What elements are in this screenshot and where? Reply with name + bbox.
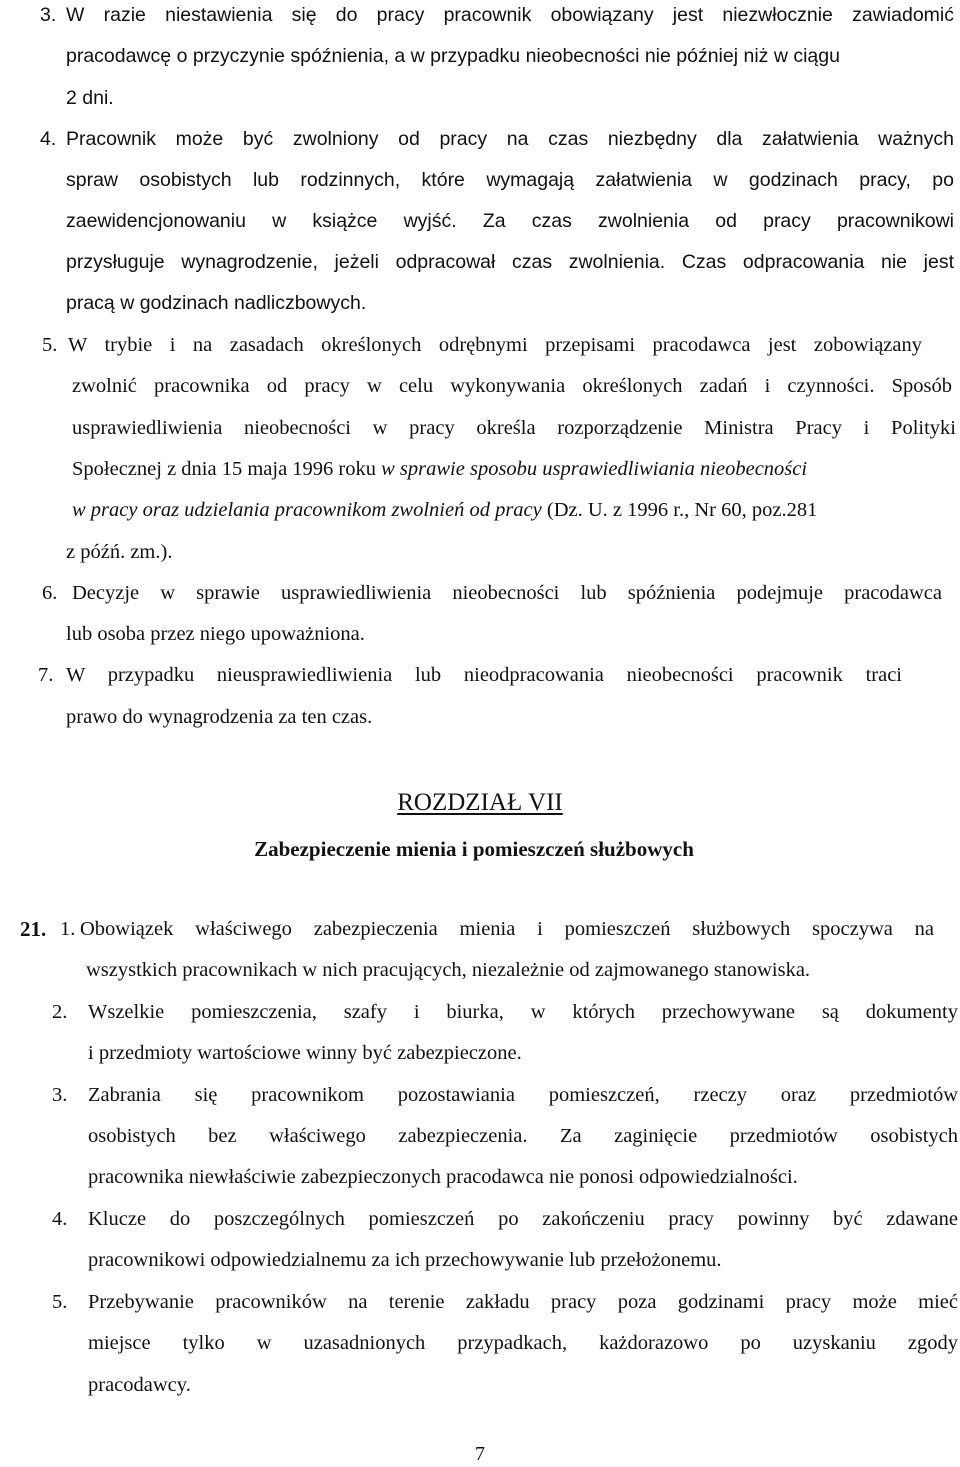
item-text-line: wszystkich pracownikach w nich pracujących, niezależnie od zajmowanego stanowiska.	[86, 959, 811, 981]
item-text-line: w pracy oraz udzielania pracownikom zwolnień od pracy (Dz. U. z 1996 r., Nr 60, poz.281	[72, 499, 818, 521]
item-number: 4.	[52, 1208, 68, 1230]
item-text-line: pracodawcę o przyczynie spóźnienia, a w przypadku nieobecności nie później niż w ciągu	[66, 45, 840, 67]
item-number: 6.	[42, 582, 58, 604]
item-text-line: z późń. zm.).	[66, 541, 173, 563]
item-text-line: prawo do wynagrodzenia za ten czas.	[66, 706, 373, 728]
item-text-line: Klucze do poszczególnych pomieszczeń po zakończeniu pracy powinny być zdawane	[88, 1208, 958, 1230]
item-text-line: pracownikowi odpowiedzialnemu za ich przechowywanie lub przełożonemu.	[88, 1249, 722, 1271]
item-text-line: pracownika niewłaściwie zabezpieczonych pracodawca nie ponosi odpowiedzialności.	[88, 1166, 798, 1188]
item-text-line: miejsce tylko w uzasadnionych przypadkach, każdorazowo po uzyskaniu zgody	[88, 1332, 958, 1354]
item-text-line: spraw osobistych lub rodzinnych, które wymagają załatwienia w godzinach pracy, po	[66, 169, 954, 191]
item-text-line: zwolnić pracownika od pracy w celu wykonywania określonych zadań i czynności. Sposób	[72, 375, 952, 397]
item-text-line: i przedmioty wartościowe winny być zabezpieczone.	[88, 1042, 522, 1064]
item-number: 3.	[40, 4, 57, 26]
item-number: 1.	[60, 918, 76, 940]
item-text-line: Pracownik może być zwolniony od pracy na czas niezbędny dla załatwienia ważnych	[66, 128, 954, 150]
chapter-title: ROZDZIAŁ VII	[397, 789, 563, 816]
regulation-title: w pracy oraz udzielania pracownikom zwolnień od pracy	[72, 499, 542, 521]
item-number: 7.	[38, 664, 54, 686]
item-text-line: Społecznej z dnia 15 maja 1996 roku w sprawie sposobu usprawiedliwiania nieobecności	[72, 458, 808, 480]
item-text-line: W trybie i na zasadach określonych odrębnymi przepisami pracodawca jest zobowiązany	[68, 334, 922, 356]
item-text-line: Decyzje w sprawie usprawiedliwienia nieobecności lub spóźnienia podejmuje pracodawca	[72, 582, 942, 604]
chapter-subtitle: Zabezpieczenie mienia i pomieszczeń służbowych	[254, 837, 694, 861]
item-text-line: pracą w godzinach nadliczbowych.	[66, 292, 367, 314]
item-text-line: Obowiązek właściwego zabezpieczenia mienia i pomieszczeń służbowych spoczywa na	[80, 918, 934, 940]
item-text-line: przysługuje wynagrodzenie, jeżeli odpracował czas zwolnienia. Czas odpracowania nie jest	[66, 251, 954, 273]
item-number: 2.	[52, 1001, 68, 1023]
item-text-line: W razie niestawienia się do pracy pracownik obowiązany jest niezwłocznie zawiadomić	[66, 4, 954, 26]
item-text-line: Wszelkie pomieszczenia, szafy i biurka, w których przechowywane są dokumenty	[88, 1001, 958, 1023]
regulation-title: w sprawie sposobu usprawiedliwiania nieobecności	[381, 458, 808, 480]
item-text-line: Zabrania się pracownikom pozostawiania pomieszczeń, rzeczy oraz przedmiotów	[88, 1084, 958, 1106]
item-number: 5.	[52, 1291, 68, 1313]
item-text-line: 2 dni.	[66, 87, 114, 109]
section-number: 21.	[20, 917, 47, 941]
item-text-line: pracodawcy.	[88, 1374, 191, 1396]
item-text-line: W przypadku nieusprawiedliwienia lub nieodpracowania nieobecności pracownik traci	[66, 664, 902, 686]
item-text-line: osobistych bez właściwego zabezpieczenia. Za zaginięcie przedmiotów osobistych	[88, 1125, 958, 1147]
item-text-line: usprawiedliwienia nieobecności w pracy określa rozporządzenie Ministra Pracy i Polityki	[72, 417, 956, 439]
page-number: 7	[475, 1443, 485, 1465]
item-number: 4.	[40, 128, 57, 150]
item-number: 5.	[42, 334, 58, 356]
item-text-line: Przebywanie pracowników na terenie zakładu pracy poza godzinami pracy może mieć	[88, 1291, 958, 1313]
item-text-line: lub osoba przez niego upoważniona.	[66, 623, 365, 645]
item-number: 3.	[52, 1084, 68, 1106]
item-text-line: zaewidencjonowaniu w książce wyjść. Za czas zwolnienia od pracy pracownikowi	[66, 210, 954, 232]
